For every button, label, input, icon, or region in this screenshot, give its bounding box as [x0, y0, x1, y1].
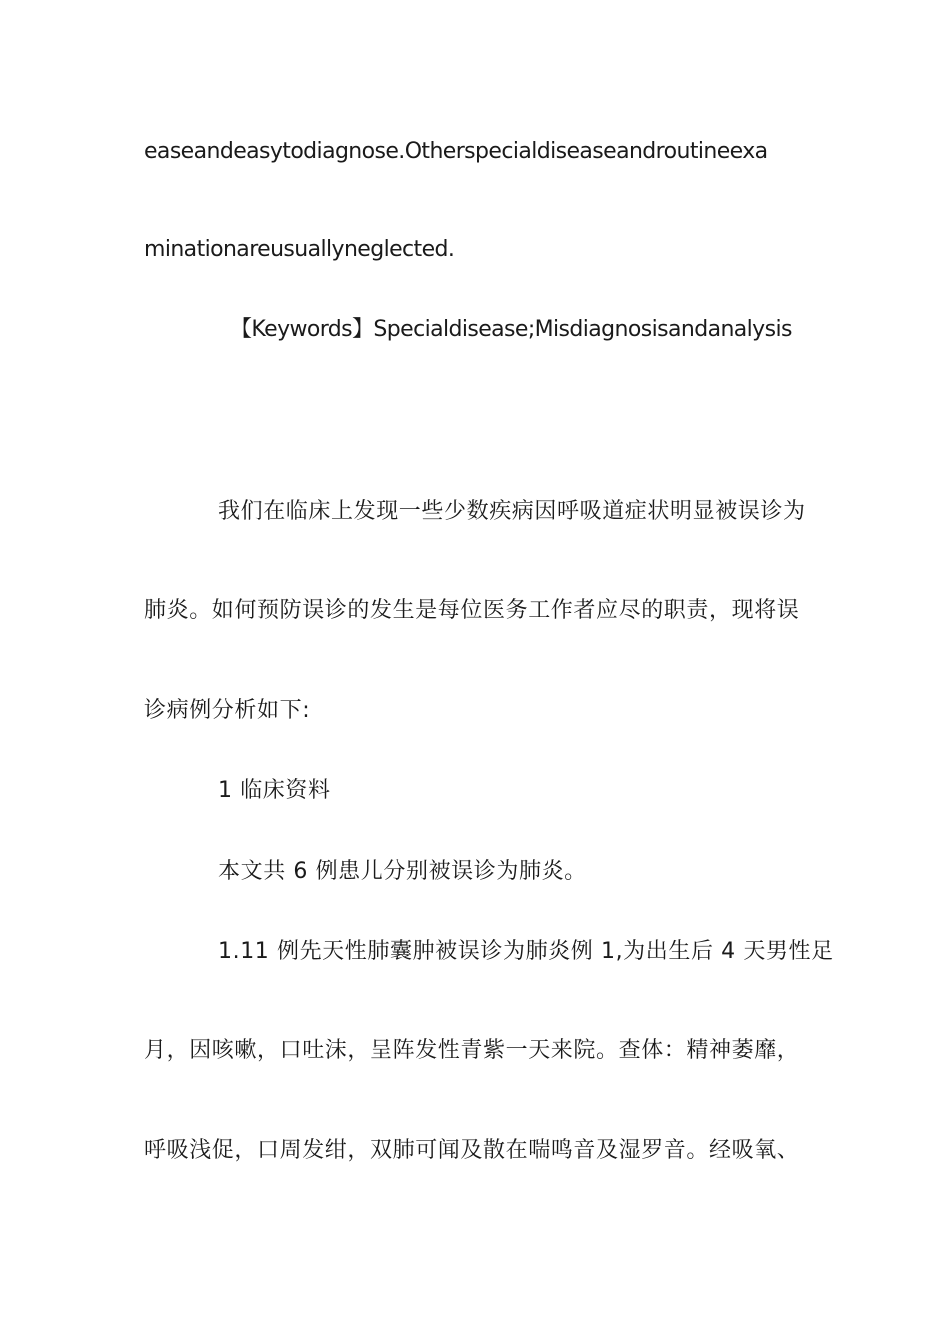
- abstract-text-line-1: easeandeasytodiagnose.Otherspecialdiseaseandroutineexa: [144, 139, 768, 164]
- intro-paragraph-line-1: 我们在临床上发现一些少数疾病因呼吸道症状明显被误诊为: [218, 499, 806, 524]
- keywords-line: 【Keywords】Specialdisease;Misdiagnosisandanalysis: [230, 317, 792, 342]
- abstract-text-line-2: minationareusuallyneglected.: [144, 237, 455, 262]
- case1-paragraph-line-2: 月，因咳嗽，口吐沫，呈阵发性青紫一天来院。查体：精神萎靡，: [144, 1038, 800, 1063]
- case1-paragraph-line-1: 1.11 例先天性肺囊肿被误诊为肺炎例 1,为出生后 4 天男性足: [218, 939, 834, 964]
- intro-paragraph-line-2: 肺炎。如何预防误诊的发生是每位医务工作者应尽的职责，现将误: [144, 598, 800, 623]
- section-summary: 本文共 6 例患儿分别被误诊为肺炎。: [218, 859, 587, 884]
- intro-paragraph-line-3: 诊病例分析如下:: [144, 698, 311, 723]
- section-heading: 1 临床资料: [218, 778, 331, 803]
- case1-paragraph-line-3: 呼吸浅促，口周发绀，双肺可闻及散在喘鸣音及湿罗音。经吸氧、: [144, 1138, 800, 1163]
